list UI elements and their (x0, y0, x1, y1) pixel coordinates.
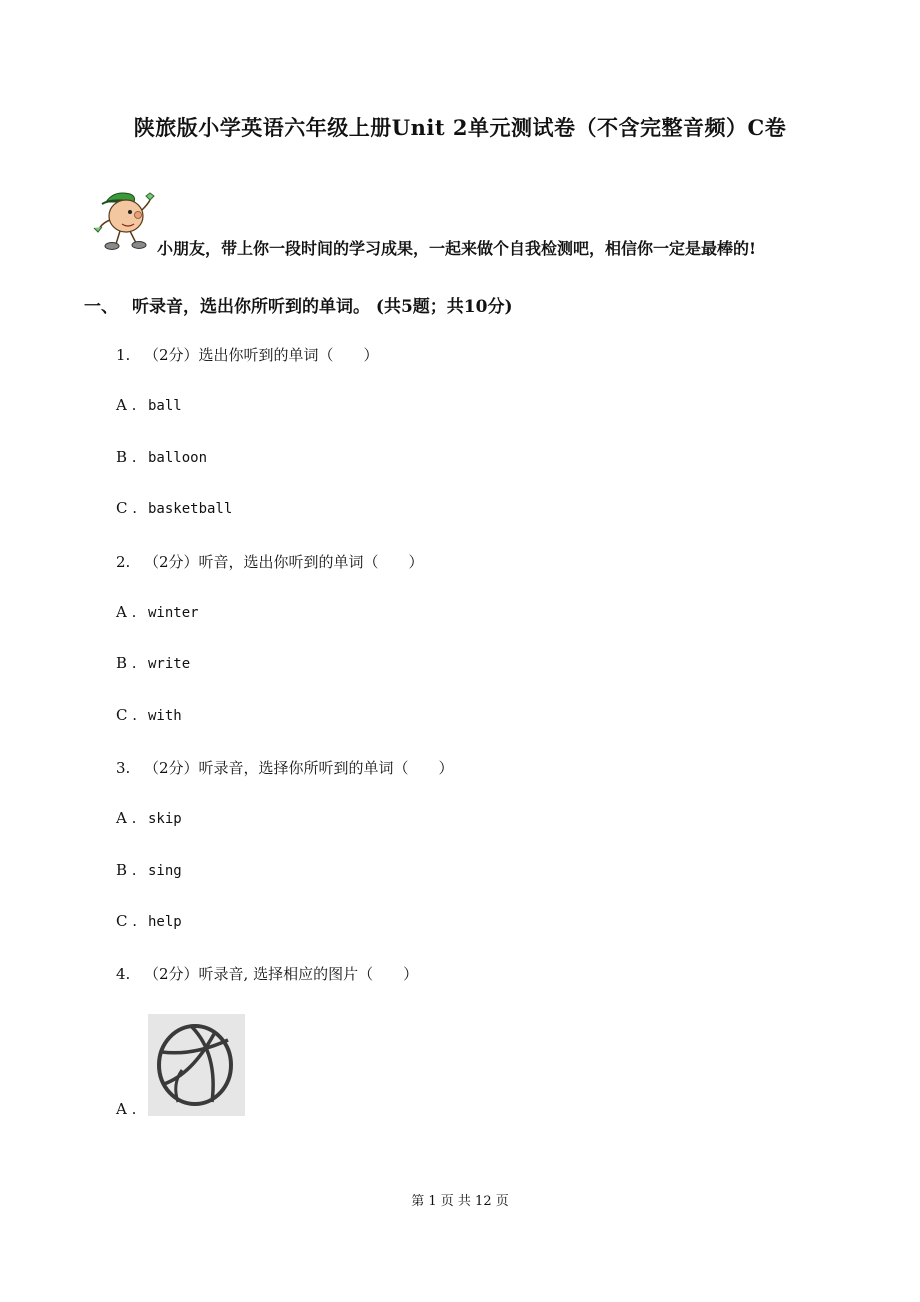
question-text: （2分）听录音，选择你所听到的单词（ ） (144, 759, 454, 777)
option-letter: A . (116, 396, 137, 414)
question-number: 2. (116, 553, 131, 571)
option-3a[interactable] (116, 809, 182, 827)
option-3b[interactable] (116, 861, 182, 879)
question-1 (116, 344, 379, 365)
question-number: 3. (116, 759, 131, 777)
option-4a[interactable] (116, 1100, 148, 1118)
basketball-image[interactable] (148, 1014, 245, 1116)
question-2 (116, 551, 424, 572)
question-4 (116, 963, 418, 984)
cartoon-boy-icon (92, 188, 156, 254)
option-text: balloon (148, 450, 208, 466)
option-text: basketball (148, 501, 233, 517)
option-2a[interactable] (116, 603, 199, 621)
section-header (84, 292, 513, 317)
section-heading: 听录音，选出你所听到的单词。 (共5题；共10分) (132, 297, 513, 317)
option-letter: B . (116, 861, 137, 879)
greeting-text: 小朋友，带上你一段时间的学习成果，一起来做个自我检测吧，相信你一定是最棒的! (157, 239, 757, 258)
option-letter: A . (116, 603, 137, 621)
page-footer: 第 1 页 共 12 页 (411, 1194, 509, 1209)
option-1c[interactable] (116, 499, 232, 517)
question-number: 4. (116, 965, 131, 983)
option-text: winter (148, 605, 199, 621)
document-title: 陕旅版小学英语六年级上册Unit 2单元测试卷（不含完整音频）C卷 (133, 115, 787, 140)
option-text: with (148, 708, 182, 724)
option-text: skip (148, 811, 182, 827)
option-letter: B . (116, 654, 137, 672)
question-text: （2分）听录音, 选择相应的图片（ ） (144, 965, 419, 983)
option-1b[interactable] (116, 448, 207, 466)
option-letter: C . (116, 706, 138, 724)
section-number: 一、 (84, 297, 118, 317)
option-2c[interactable] (116, 706, 182, 724)
option-text: sing (148, 863, 182, 879)
option-letter: B . (116, 448, 137, 466)
question-text: （2分）听音，选出你听到的单词（ ） (144, 553, 424, 571)
option-letter: C . (116, 912, 138, 930)
option-text: write (148, 656, 191, 672)
option-text: ball (148, 398, 182, 414)
question-3 (116, 757, 454, 778)
question-text: （2分）选出你听到的单词（ ） (144, 346, 379, 364)
question-number: 1. (116, 346, 131, 364)
option-text: help (148, 914, 182, 930)
option-1a[interactable] (116, 396, 182, 414)
option-letter: A . (116, 1100, 137, 1118)
option-letter: A . (116, 809, 137, 827)
basketball-icon (148, 1014, 245, 1116)
option-2b[interactable] (116, 654, 190, 672)
option-3c[interactable] (116, 912, 182, 930)
option-letter: C . (116, 499, 138, 517)
